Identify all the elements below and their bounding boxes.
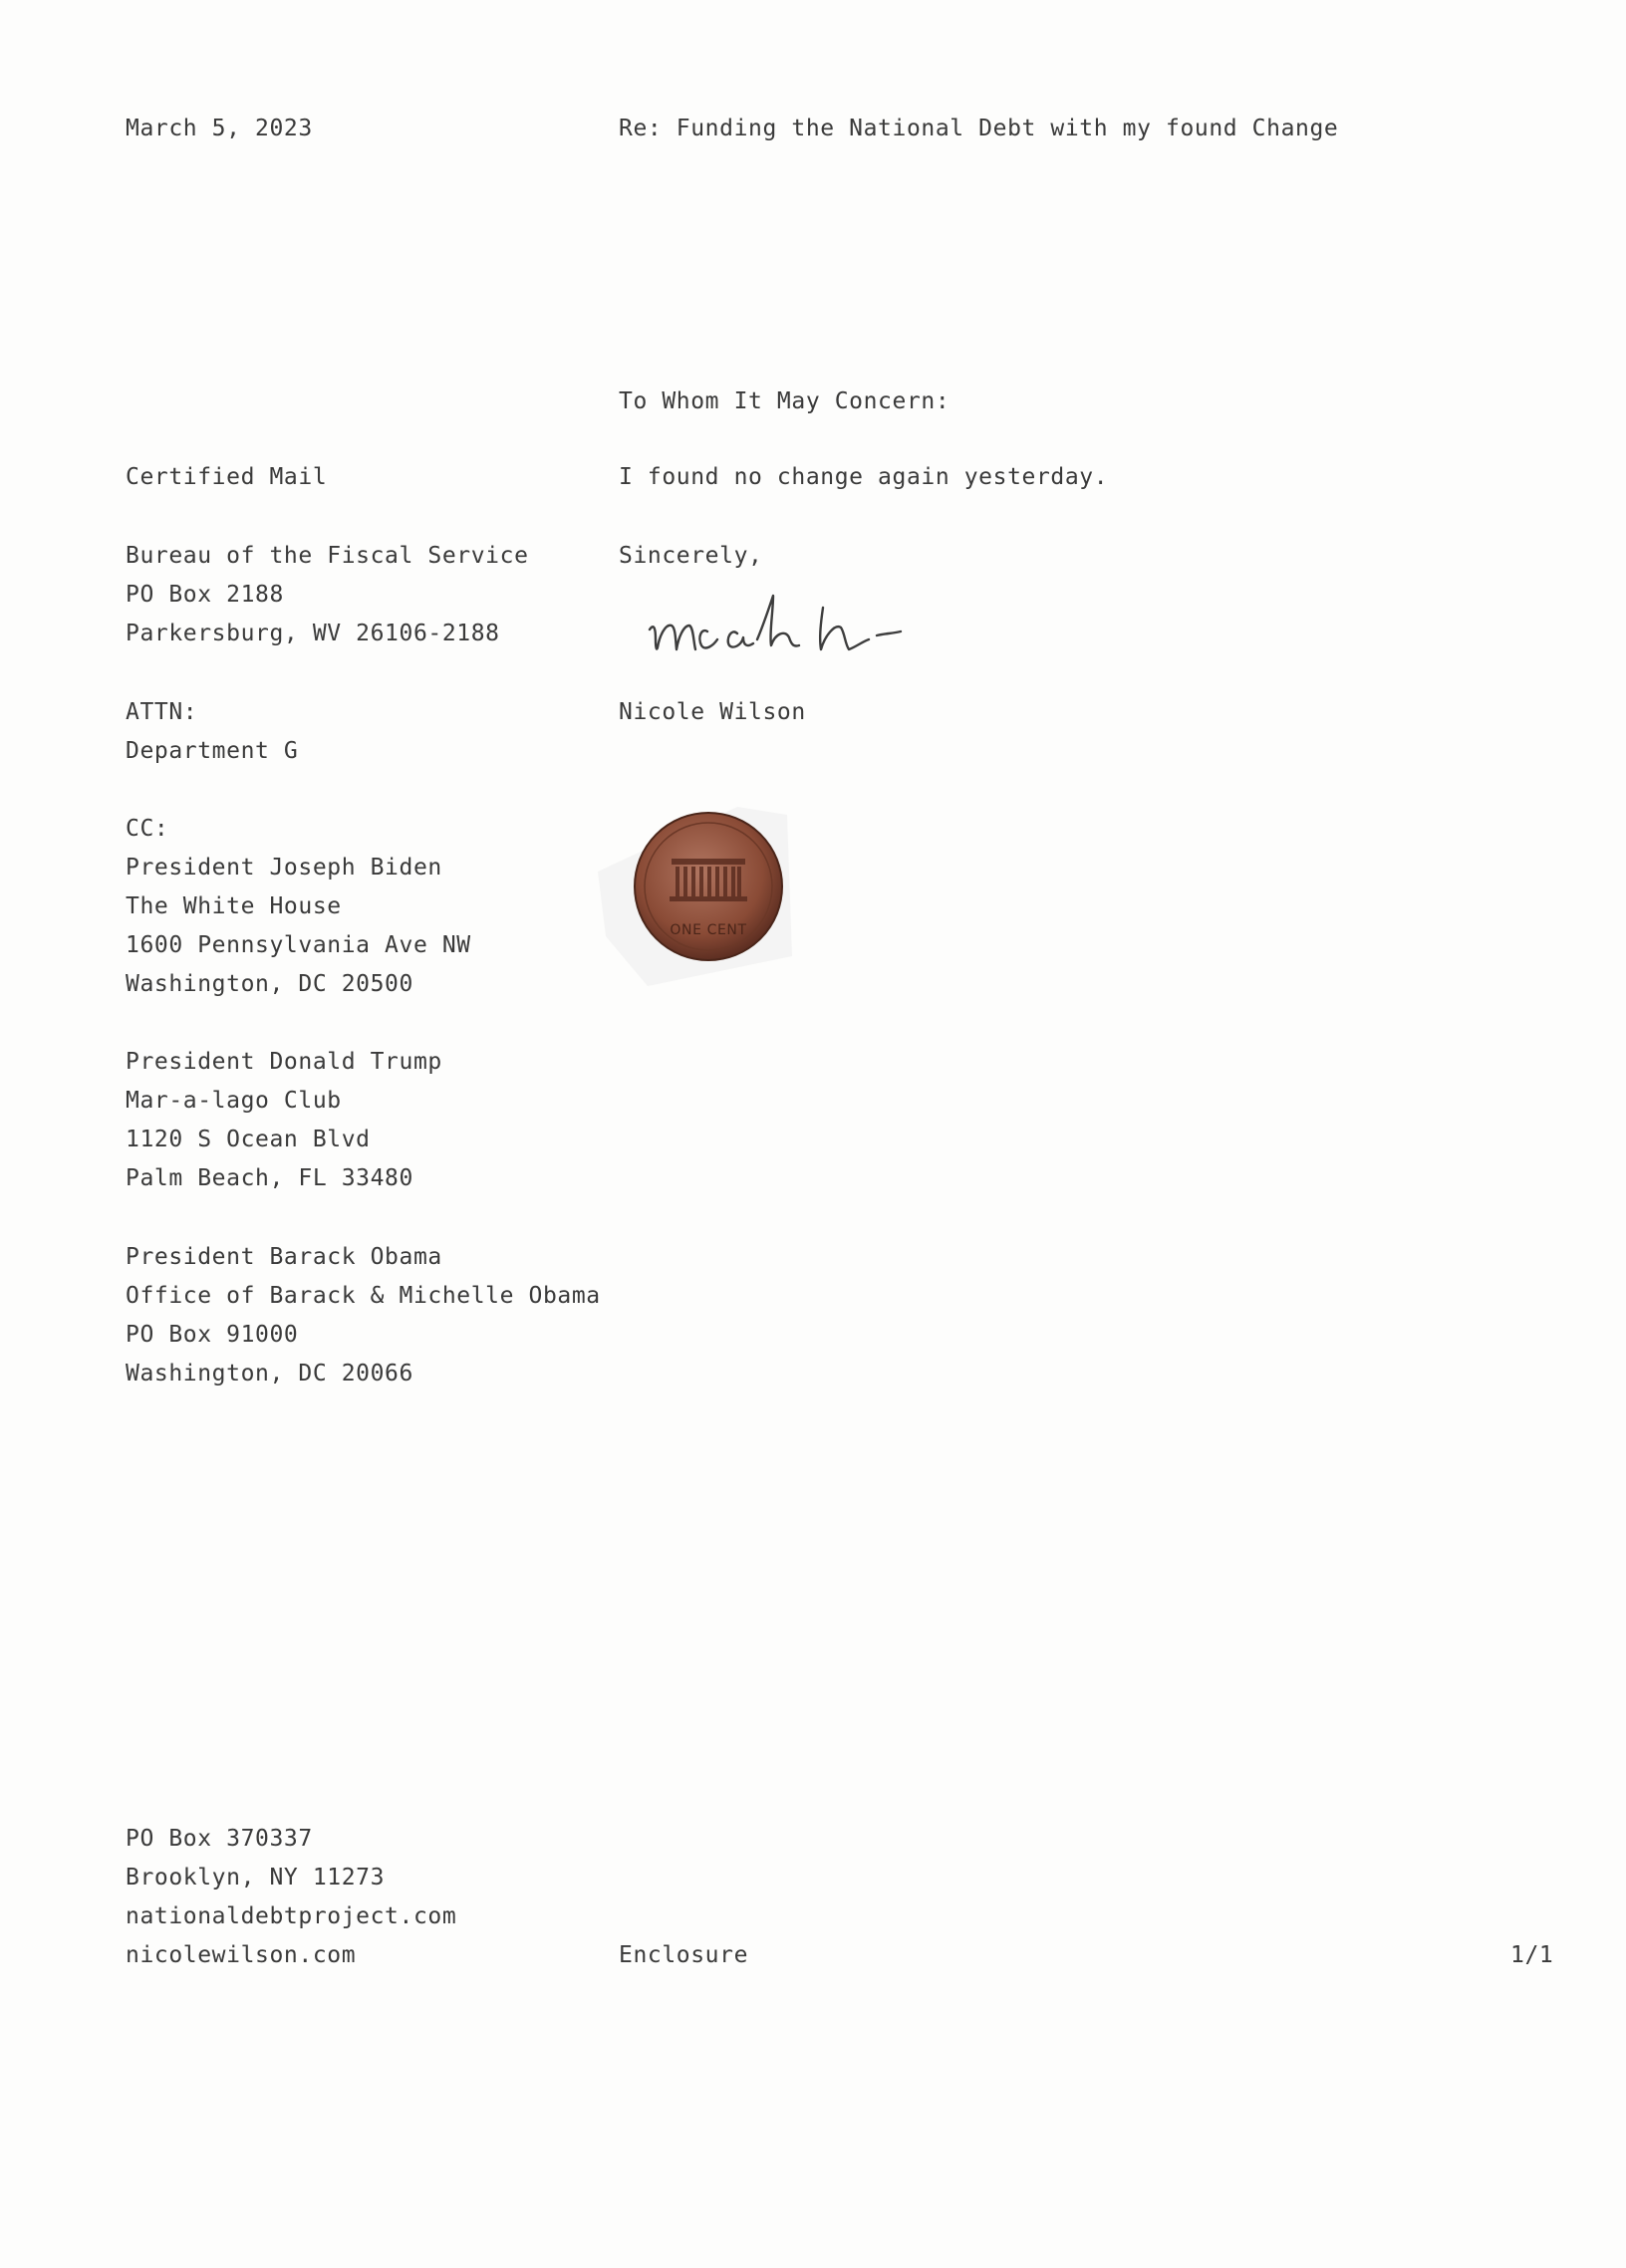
- address-line: President Barack Obama: [126, 1244, 442, 1270]
- website-line: nationaldebtproject.com: [126, 1903, 457, 1929]
- address-line: Brooklyn, NY 11273: [126, 1865, 386, 1890]
- letter-body: I found no change again yesterday.: [619, 464, 1109, 490]
- address-line: Office of Barack & Michelle Obama: [126, 1283, 601, 1309]
- letter-date: March 5, 2023: [126, 116, 313, 141]
- address-line: President Joseph Biden: [126, 855, 442, 881]
- address-line: Washington, DC 20066: [126, 1361, 413, 1386]
- coin-text: ONE CENT: [670, 922, 747, 938]
- handwritten-signature: [646, 588, 984, 677]
- address-line: Parkersburg, WV 26106-2188: [126, 621, 500, 646]
- cc-label: CC:: [126, 816, 169, 842]
- recipient-address: [126, 537, 529, 653]
- address-line: Bureau of the Fiscal Service: [126, 543, 529, 569]
- address-line: Mar-a-lago Club: [126, 1088, 342, 1114]
- address-line: PO Box 370337: [126, 1826, 313, 1852]
- address-line: 1120 S Ocean Blvd: [126, 1127, 371, 1152]
- address-line: PO Box 91000: [126, 1322, 299, 1348]
- cc-block-trump: [126, 1043, 442, 1198]
- cc-block-obama: [126, 1238, 601, 1393]
- salutation: To Whom It May Concern:: [619, 388, 950, 414]
- website-line: nicolewilson.com: [126, 1942, 357, 1968]
- address-line: Palm Beach, FL 33480: [126, 1165, 413, 1191]
- address-line: 1600 Pennsylvania Ave NW: [126, 932, 471, 958]
- letter-subject: Re: Funding the National Debt with my found Change: [619, 116, 1339, 141]
- sender-address: [126, 1820, 456, 1975]
- attn-department: Department G: [126, 738, 299, 764]
- address-line: President Donald Trump: [126, 1049, 442, 1075]
- attention-line: [126, 693, 298, 771]
- page-number: 1/1: [1510, 1942, 1554, 1968]
- cc-block-biden: [126, 810, 471, 1004]
- penny-coin-image: [588, 797, 817, 996]
- mailing-method: Certified Mail: [126, 464, 328, 490]
- address-line: Washington, DC 20500: [126, 971, 413, 997]
- address-line: PO Box 2188: [126, 582, 284, 608]
- attn-label: ATTN:: [126, 699, 198, 725]
- enclosure-label: Enclosure: [619, 1942, 749, 1968]
- closing: Sincerely,: [619, 543, 763, 569]
- signer-name: Nicole Wilson: [619, 699, 806, 725]
- address-line: The White House: [126, 893, 342, 919]
